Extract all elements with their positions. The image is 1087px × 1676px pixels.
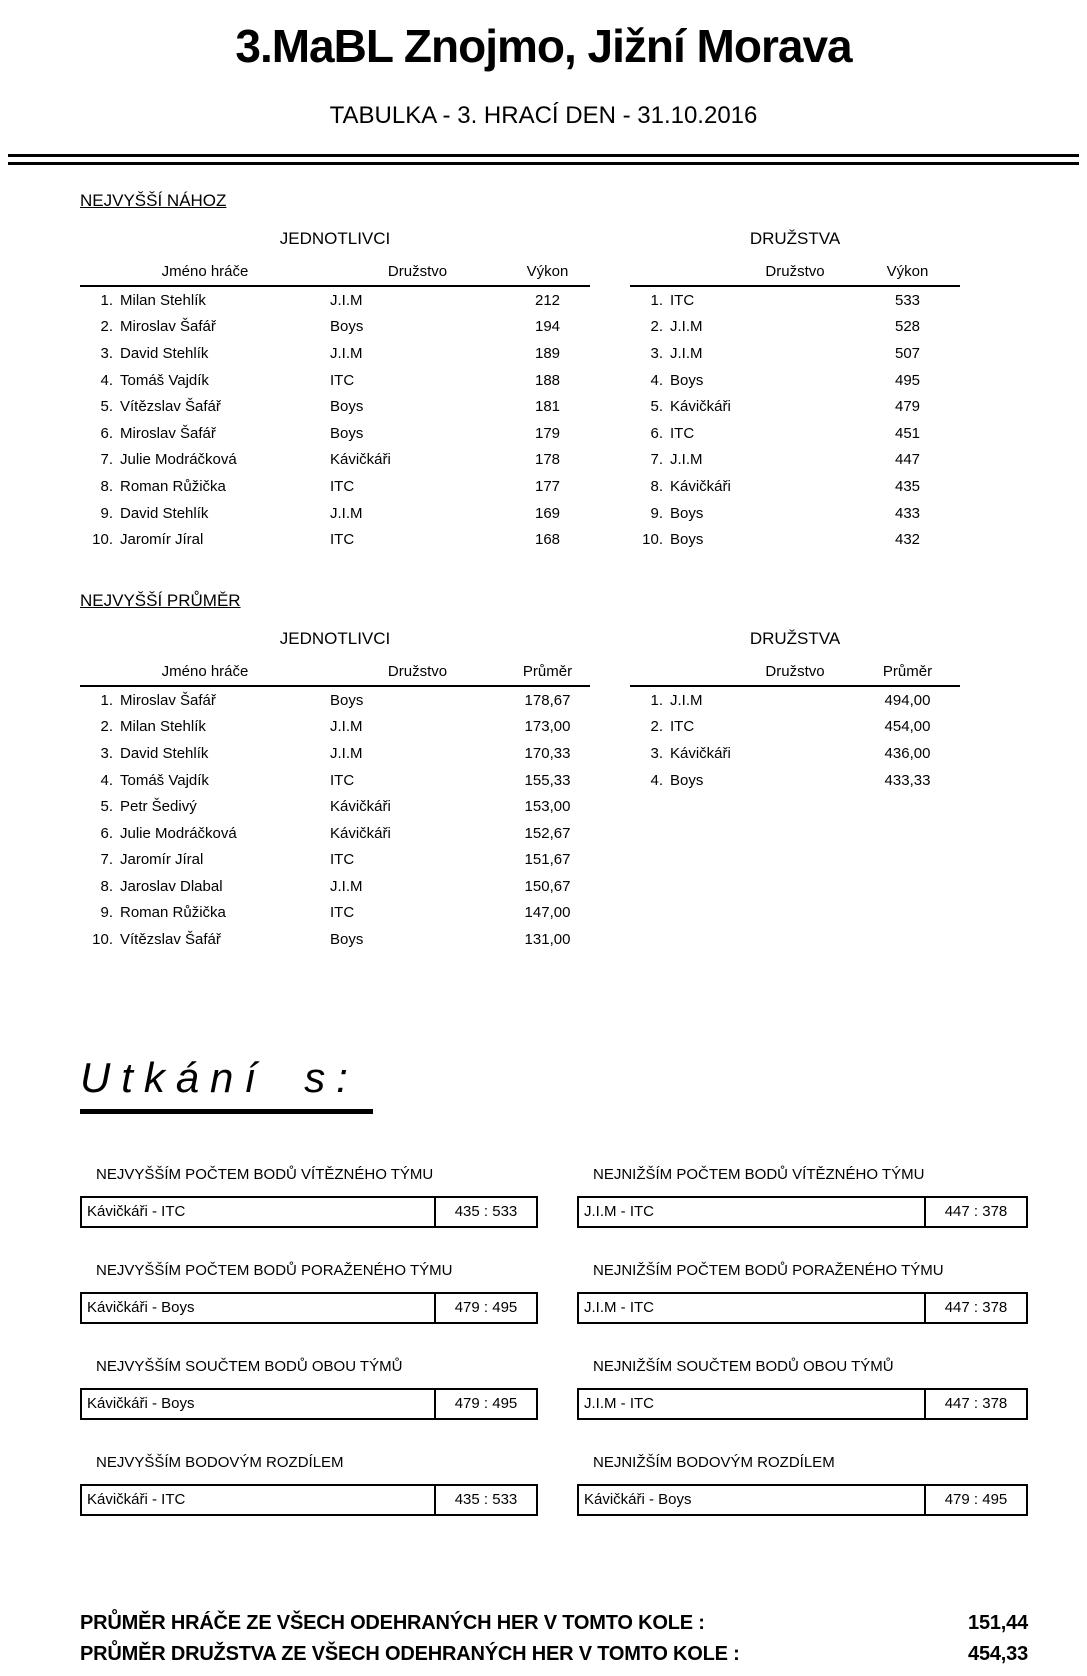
match-record-box <box>80 1484 538 1516</box>
teams-table-highest-game <box>630 211 960 553</box>
player-row <box>80 447 590 474</box>
tables-row <box>80 611 1028 953</box>
team-cell: ITC <box>330 771 355 789</box>
match-record-label: NEJVYŠŠÍM BODOVÝM ROZDÍLEM <box>96 1453 344 1471</box>
value-cell: 533 <box>894 291 921 309</box>
col-header-value: Průměr <box>882 662 933 680</box>
match-record <box>80 1262 538 1324</box>
name-cell: Vítězslav Šafář <box>120 931 221 949</box>
match-record-label: NEJVYŠŠÍM SOUČTEM BODŮ OBOU TÝMŮ <box>96 1357 403 1375</box>
match-teams: Kávičkáři - Boys <box>87 1395 195 1413</box>
name-cell: Julie Modráčková <box>120 451 237 469</box>
match-record-label: NEJVYŠŠÍM POČTEM BODŮ PORAŽENÉHO TÝMU <box>96 1261 453 1279</box>
table-body <box>80 287 590 553</box>
table-header <box>80 663 590 687</box>
table-title: DRUŽSTVA <box>749 229 841 248</box>
summary-value: 151,44 <box>968 1611 1028 1634</box>
value-cell: 432 <box>894 531 921 549</box>
team-cell: J.I.M <box>670 451 703 469</box>
match-teams: J.I.M - ITC <box>584 1203 654 1221</box>
rank-cell: 4. <box>100 371 113 389</box>
team-row <box>630 447 960 474</box>
team-row <box>630 287 960 314</box>
rank-cell: 9. <box>100 504 113 522</box>
value-cell: 147,00 <box>524 904 571 922</box>
team-cell: Kávičkáři <box>670 744 731 762</box>
team-cell: J.I.M <box>330 291 363 309</box>
team-row <box>630 340 960 367</box>
team-cell: Boys <box>330 931 364 949</box>
value-cell: 177 <box>534 477 561 495</box>
player-row <box>80 740 590 767</box>
team-row <box>630 420 960 447</box>
value-cell: 507 <box>894 344 921 362</box>
name-cell: Milan Stehlík <box>120 718 206 736</box>
rank-cell: 9. <box>100 904 113 922</box>
name-cell: Miroslav Šafář <box>120 691 216 709</box>
name-cell: Roman Růžička <box>120 477 226 495</box>
player-row <box>80 873 590 900</box>
team-row <box>630 393 960 420</box>
team-cell: J.I.M <box>330 744 363 762</box>
team-cell: Kávičkáři <box>670 398 731 416</box>
rank-cell: 2. <box>650 718 663 736</box>
match-records-grid <box>80 1166 1028 1516</box>
value-cell: 153,00 <box>524 798 571 816</box>
match-teams: J.I.M - ITC <box>584 1299 654 1317</box>
value-cell: 433 <box>894 504 921 522</box>
value-cell: 179 <box>534 424 561 442</box>
match-record <box>577 1358 1028 1420</box>
value-cell: 150,67 <box>524 877 571 895</box>
value-cell: 168 <box>534 531 561 549</box>
rank-cell: 1. <box>100 691 113 709</box>
teams-table-highest-average <box>630 611 960 793</box>
team-cell: Boys <box>670 771 704 789</box>
summary-label: PRŮMĚR HRÁČE ZE VŠECH ODEHRANÝCH HER V TOMTO KOLE : <box>80 1611 705 1634</box>
col-header-player-name: Jméno hráče <box>161 662 249 680</box>
value-cell: 155,33 <box>524 771 571 789</box>
round-summary <box>80 1608 1028 1670</box>
tables-row <box>80 211 1028 553</box>
team-cell: Boys <box>330 398 364 416</box>
match-record-box <box>80 1292 538 1324</box>
match-record-box <box>80 1388 538 1420</box>
value-cell: 131,00 <box>524 931 571 949</box>
team-row <box>630 714 960 741</box>
value-cell: 194 <box>534 318 561 336</box>
value-cell: 188 <box>534 371 561 389</box>
section-highest-average <box>80 591 1028 953</box>
player-row <box>80 367 590 394</box>
rank-cell: 4. <box>100 771 113 789</box>
col-header-player-name: Jméno hráče <box>161 263 249 280</box>
player-row <box>80 714 590 741</box>
player-row <box>80 926 590 953</box>
name-cell: Jaromír Jíral <box>120 851 204 869</box>
rank-cell: 2. <box>650 318 663 336</box>
value-cell: 528 <box>894 318 921 336</box>
match-score: 435 : 533 <box>434 1198 536 1226</box>
rank-cell: 5. <box>650 398 663 416</box>
match-record-box <box>577 1484 1028 1516</box>
rank-cell: 3. <box>100 744 113 762</box>
team-row <box>630 367 960 394</box>
match-record-box <box>577 1388 1028 1420</box>
col-header-value: Průměr <box>522 662 573 680</box>
value-cell: 170,33 <box>524 744 571 762</box>
col-header-team: Družstvo <box>765 662 825 680</box>
team-row <box>630 687 960 714</box>
match-score: 447 : 378 <box>924 1198 1026 1226</box>
rank-cell: 4. <box>650 371 663 389</box>
match-record <box>80 1358 538 1420</box>
value-cell: 181 <box>534 398 561 416</box>
name-cell: Tomáš Vajdík <box>120 771 209 789</box>
match-record <box>80 1166 538 1228</box>
rank-cell: 7. <box>650 451 663 469</box>
name-cell: David Stehlík <box>120 744 209 762</box>
team-cell: J.I.M <box>670 344 703 362</box>
match-record-label: NEJNIŽŠÍM SOUČTEM BODŮ OBOU TÝMŮ <box>593 1357 894 1375</box>
matches-section <box>80 953 1028 1516</box>
table-body <box>80 687 590 953</box>
header-divider <box>8 154 1079 165</box>
team-cell: ITC <box>330 531 355 549</box>
team-cell: Boys <box>670 371 704 389</box>
rank-cell: 3. <box>650 744 663 762</box>
team-cell: ITC <box>330 477 355 495</box>
rank-cell: 10. <box>92 531 113 549</box>
rank-cell: 2. <box>100 318 113 336</box>
rank-cell: 8. <box>100 477 113 495</box>
page-title: 3.MaBL Znojmo, Jižní Morava <box>235 20 852 72</box>
table-title: JEDNOTLIVCI <box>279 229 391 248</box>
name-cell: Roman Růžička <box>120 904 226 922</box>
table-title: DRUŽSTVA <box>749 628 841 648</box>
name-cell: David Stehlík <box>120 504 209 522</box>
team-row <box>630 526 960 553</box>
rank-cell: 8. <box>100 877 113 895</box>
rank-cell: 1. <box>650 291 663 309</box>
table-header <box>630 263 960 287</box>
col-header-value: Výkon <box>526 263 569 280</box>
match-score: 447 : 378 <box>924 1294 1026 1322</box>
player-row <box>80 526 590 553</box>
value-cell: 178 <box>534 451 561 469</box>
name-cell: Petr Šedivý <box>120 798 197 816</box>
match-record-box <box>577 1292 1028 1324</box>
value-cell: 454,00 <box>884 718 931 736</box>
match-teams: Kávičkáři - ITC <box>87 1203 186 1221</box>
player-row <box>80 687 590 714</box>
col-header-team: Družstvo <box>387 662 448 680</box>
value-cell: 495 <box>894 371 921 389</box>
value-cell: 436,00 <box>884 744 931 762</box>
value-cell: 433,33 <box>884 771 931 789</box>
player-row <box>80 473 590 500</box>
rank-cell: 7. <box>100 451 113 469</box>
summary-label: PRŮMĚR DRUŽSTVA ZE VŠECH ODEHRANÝCH HER V TOMTO KOLE : <box>80 1642 740 1665</box>
team-cell: Kávičkáři <box>670 477 731 495</box>
team-cell: ITC <box>330 904 355 922</box>
player-row <box>80 500 590 527</box>
rank-cell: 4. <box>650 771 663 789</box>
summary-row <box>80 1639 1028 1670</box>
player-row <box>80 287 590 314</box>
name-cell: Milan Stehlík <box>120 291 206 309</box>
team-cell: J.I.M <box>330 504 363 522</box>
value-cell: 173,00 <box>524 718 571 736</box>
team-cell: J.I.M <box>330 344 363 362</box>
team-cell: Boys <box>670 531 704 549</box>
value-cell: 479 <box>894 398 921 416</box>
match-record <box>80 1454 538 1516</box>
player-row <box>80 340 590 367</box>
team-cell: ITC <box>330 371 355 389</box>
name-cell: Miroslav Šafář <box>120 318 216 336</box>
rank-cell: 1. <box>100 291 113 309</box>
rank-cell: 5. <box>100 798 113 816</box>
match-record <box>577 1262 1028 1324</box>
team-cell: J.I.M <box>330 718 363 736</box>
section-heading: NEJVYŠŠÍ PRŮMĚR <box>80 590 241 610</box>
rank-cell: 6. <box>100 824 113 842</box>
value-cell: 189 <box>534 344 561 362</box>
value-cell: 451 <box>894 424 921 442</box>
match-score: 479 : 495 <box>924 1486 1026 1514</box>
player-row <box>80 393 590 420</box>
table-header <box>630 663 960 687</box>
team-row <box>630 767 960 794</box>
name-cell: Tomáš Vajdík <box>120 371 209 389</box>
name-cell: Julie Modráčková <box>120 824 237 842</box>
value-cell: 178,67 <box>524 691 571 709</box>
table-body <box>630 687 960 793</box>
individuals-table-highest-game <box>80 211 590 553</box>
rank-cell: 3. <box>100 344 113 362</box>
match-score: 479 : 495 <box>434 1294 536 1322</box>
team-cell: Kávičkáři <box>330 798 391 816</box>
name-cell: David Stehlík <box>120 344 209 362</box>
team-cell: ITC <box>670 291 695 309</box>
table-body <box>630 287 960 553</box>
match-record-label: NEJNIŽŠÍM POČTEM BODŮ VÍTĚZNÉHO TÝMU <box>593 1165 925 1183</box>
team-cell: ITC <box>670 718 695 736</box>
player-row <box>80 767 590 794</box>
name-cell: Vítězslav Šafář <box>120 398 221 416</box>
value-cell: 212 <box>534 291 561 309</box>
match-record-label: NEJNIŽŠÍM POČTEM BODŮ PORAŽENÉHO TÝMU <box>593 1261 944 1279</box>
team-cell: Kávičkáři <box>330 824 391 842</box>
player-row <box>80 847 590 874</box>
summary-row <box>80 1608 1028 1639</box>
match-teams: Kávičkáři - ITC <box>87 1491 186 1509</box>
rank-cell: 8. <box>650 477 663 495</box>
value-cell: 152,67 <box>524 824 571 842</box>
match-record-box <box>80 1196 538 1228</box>
team-cell: Boys <box>330 424 364 442</box>
match-record-label: NEJVYŠŠÍM POČTEM BODŮ VÍTĚZNÉHO TÝMU <box>96 1165 434 1183</box>
rank-cell: 6. <box>650 424 663 442</box>
rank-cell: 1. <box>650 691 663 709</box>
rank-cell: 9. <box>650 504 663 522</box>
page-subtitle: TABULKA - 3. HRACÍ DEN - 31.10.2016 <box>329 102 758 129</box>
team-cell: Boys <box>330 318 364 336</box>
team-cell: Boys <box>330 691 364 709</box>
section-highest-game <box>80 191 1028 553</box>
player-row <box>80 820 590 847</box>
match-record <box>577 1454 1028 1516</box>
col-header-value: Výkon <box>886 263 929 280</box>
summary-value: 454,33 <box>968 1642 1028 1665</box>
rank-cell: 3. <box>650 344 663 362</box>
value-cell: 151,67 <box>524 851 571 869</box>
rank-cell: 5. <box>100 398 113 416</box>
matches-heading: Utkání s: <box>80 1053 373 1114</box>
team-row <box>630 473 960 500</box>
team-cell: J.I.M <box>330 877 363 895</box>
page-content <box>80 191 1028 1670</box>
col-header-team: Družstvo <box>387 263 448 280</box>
match-score: 447 : 378 <box>924 1390 1026 1418</box>
team-row <box>630 740 960 767</box>
value-cell: 494,00 <box>884 691 931 709</box>
name-cell: Jaromír Jíral <box>120 531 204 549</box>
rank-cell: 2. <box>100 718 113 736</box>
match-record-label: NEJNIŽŠÍM BODOVÝM ROZDÍLEM <box>593 1453 835 1471</box>
team-cell: J.I.M <box>670 318 703 336</box>
match-score: 479 : 495 <box>434 1390 536 1418</box>
value-cell: 435 <box>894 477 921 495</box>
team-row <box>630 500 960 527</box>
rank-cell: 10. <box>92 931 113 949</box>
match-record-box <box>577 1196 1028 1228</box>
team-cell: J.I.M <box>670 691 703 709</box>
team-row <box>630 314 960 341</box>
col-header-team: Družstvo <box>765 263 825 280</box>
value-cell: 169 <box>534 504 561 522</box>
match-score: 435 : 533 <box>434 1486 536 1514</box>
player-row <box>80 314 590 341</box>
player-row <box>80 793 590 820</box>
team-cell: ITC <box>330 851 355 869</box>
name-cell: Jaroslav Dlabal <box>120 877 223 895</box>
team-cell: Kávičkáři <box>330 451 391 469</box>
match-teams: Kávičkáři - Boys <box>584 1491 692 1509</box>
table-header <box>80 263 590 287</box>
match-teams: Kávičkáři - Boys <box>87 1299 195 1317</box>
rank-cell: 10. <box>642 531 663 549</box>
match-teams: J.I.M - ITC <box>584 1395 654 1413</box>
name-cell: Miroslav Šafář <box>120 424 216 442</box>
player-row <box>80 900 590 927</box>
value-cell: 447 <box>894 451 921 469</box>
match-record <box>577 1166 1028 1228</box>
team-cell: Boys <box>670 504 704 522</box>
section-heading: NEJVYŠŠÍ NÁHOZ <box>80 191 227 210</box>
rank-cell: 7. <box>100 851 113 869</box>
table-title: JEDNOTLIVCI <box>279 628 391 648</box>
individuals-table-highest-average <box>80 611 590 953</box>
rank-cell: 6. <box>100 424 113 442</box>
team-cell: ITC <box>670 424 695 442</box>
player-row <box>80 420 590 447</box>
